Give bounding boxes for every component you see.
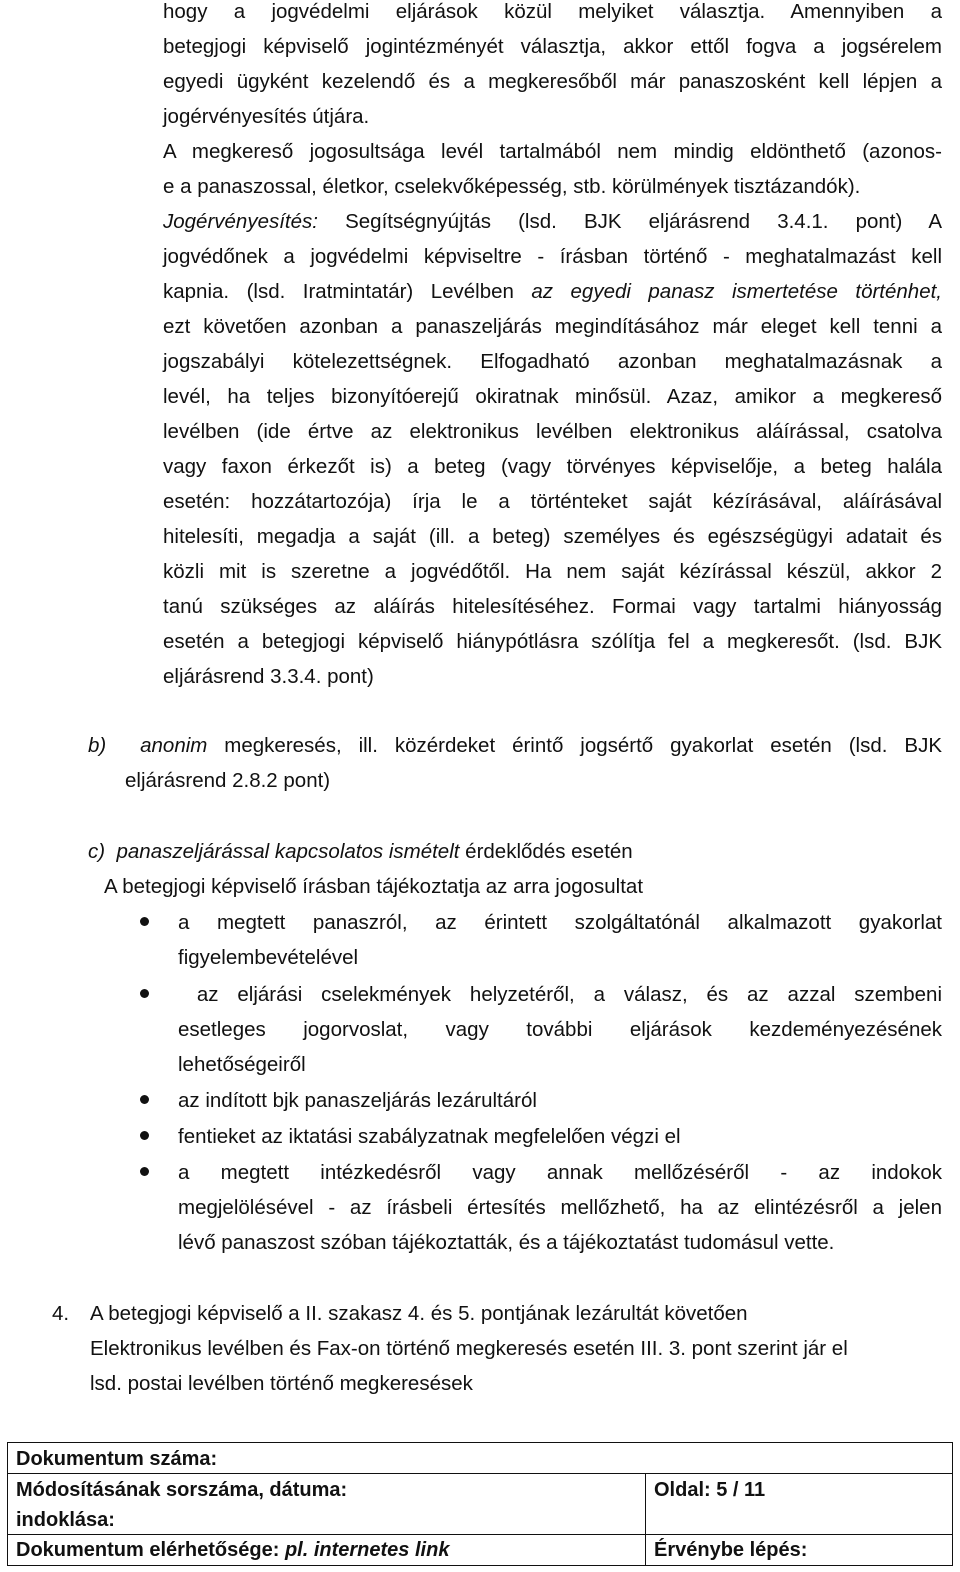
text-line: eljárásrend 2.8.2 pont) <box>125 769 331 792</box>
text-span: megkeresés, ill. közérdeket érintő jogsértő gyakorlat esetén (lsd. BJK <box>207 734 942 757</box>
text-line: esetén: hozzátartozója) írja le a történteket saját kézírásával, aláírásával <box>163 490 942 513</box>
paragraph-intro <box>163 0 942 134</box>
text-line: egyedi ügyként kezelendő és a megkeresőből már panaszosként kell lépjen a <box>163 70 942 93</box>
text-line: A megkereső jogosultsága levél tartalmából nem mindig eldönthető (azonos- <box>163 140 942 163</box>
text-line: közli mit is szeretne a jogvédőtől. Ha nem saját kézírással készül, akkor 2 <box>163 560 942 583</box>
bullet-icon <box>140 989 149 998</box>
italic-term: anonim <box>140 734 208 757</box>
text-line: hogy a jogvédelmi eljárások közül melyiket választja. Amennyiben a <box>163 0 942 23</box>
availability-label <box>16 1535 449 1565</box>
document-footer-table <box>7 1442 953 1566</box>
text-line: az eljárási cselekmények helyzetéről, a válasz, és az azzal szembeni <box>178 983 942 1006</box>
section-number: 4. <box>52 1302 70 1325</box>
bullet-text <box>178 1083 942 1118</box>
italic-phrase: az egyedi panasz ismertetése történhet, <box>531 280 942 303</box>
text-line: az indított bjk panaszeljárás lezárultáról <box>178 1089 537 1112</box>
text-line: a megtett panaszról, az érintett szolgáltatónál alkalmazott gyakorlat <box>178 911 942 934</box>
list-item-b <box>88 728 942 798</box>
text-line: e a panaszossal, életkor, cselekvőképesség, stb. körülmények tisztázandók). <box>163 175 861 198</box>
text-span: Dokumentum elérhetősége: <box>16 1539 285 1561</box>
text-line: vagy faxon érkezőt is) a beteg (vagy törvényes képviselője, a beteg halála <box>163 455 942 478</box>
text-span: érdeklődés esetén <box>459 840 633 863</box>
italic-term: Jogérvényesítés: <box>163 210 318 233</box>
text-line: jogérvényesítés útjára. <box>163 105 370 128</box>
availability-value: pl. internetes link <box>284 1539 450 1561</box>
text-line: lévő panaszost szóban tájékoztatták, és a tájékoztatást tudomásul vette. <box>178 1231 835 1254</box>
text-line: esetén a betegjogi képviselő hiánypótlásra szólítja fel a megkeresőt. (lsd. BJK <box>163 630 942 653</box>
text-line: levélben (ide értve az elektronikus levélben elektronikus aláírással, csatolva <box>163 420 942 443</box>
text-line: figyelembevételével <box>178 946 359 969</box>
text-span: kapnia. (lsd. Iratmintatár) Levélben <box>163 280 532 303</box>
bullet-icon <box>140 1131 149 1140</box>
text-line: betegjogi képviselő jogintézményét választja, akkor ettől fogva a jogsérelem <box>163 35 942 58</box>
text-line: lsd. postai levélben történő megkeresések <box>90 1372 473 1395</box>
item-marker: c) <box>88 840 106 863</box>
bullet-text <box>178 977 942 1082</box>
text-line: megjelölésével - az írásbeli értesítés mellőzhető, ha az elintézésről a jelen <box>178 1196 942 1219</box>
text-line <box>163 274 942 309</box>
effective-date-label: Érvénybe lépés: <box>654 1539 808 1561</box>
page-number: Oldal: 5 / 11 <box>654 1479 766 1501</box>
modification-label: Módosításának sorszáma, dátuma: <box>16 1479 348 1501</box>
text-line: ezt követően azonban a panaszeljárás megindításához már eleget kell tenni a <box>163 315 942 338</box>
item-marker: b) <box>88 734 107 757</box>
reason-label: indoklása: <box>16 1509 115 1531</box>
text-line <box>88 728 942 763</box>
bullet-icon <box>140 917 149 926</box>
text-line: lehetőségeiről <box>178 1053 306 1076</box>
text-line: eljárásrend 3.3.4. pont) <box>163 665 374 688</box>
text-line: fentieket az iktatási szabályzatnak megfelelően végzi el <box>178 1125 681 1148</box>
text-line: A betegjogi képviselő a II. szakasz 4. és 5. pontjának lezárultát követően <box>90 1302 748 1325</box>
bullet-icon <box>140 1095 149 1104</box>
text-line: tanú szükséges az aláírás hitelesítéséhez. Formai vagy tartalmi hiányosság <box>163 595 942 618</box>
paragraph-eligibility <box>163 134 942 204</box>
footer-row <box>8 1474 952 1535</box>
text-line: a megtett intézkedésről vagy annak mellőzéséről - az indokok <box>178 1161 942 1184</box>
text-line: Elektronikus levélben és Fax-on történő megkeresés esetén III. 3. pont szerint jár el <box>90 1337 848 1360</box>
footer-row <box>8 1443 952 1474</box>
column-divider <box>645 1474 646 1566</box>
text-line <box>163 204 942 239</box>
italic-phrase: panaszeljárással kapcsolatos ismételt <box>116 840 460 863</box>
list-item-c-intro: A betegjogi képviselő írásban tájékoztatja az arra jogosultat <box>104 875 644 898</box>
footer-row <box>8 1535 952 1566</box>
text-line: esetleges jogorvoslat, vagy további eljárások kezdeményezésének <box>178 1018 942 1041</box>
paragraph-enforcement <box>163 204 942 694</box>
bullet-text <box>178 1155 942 1260</box>
text-span: Segítségnyújtás (lsd. BJK eljárásrend 3.4.1. pont) A <box>317 210 942 233</box>
text-line: levél, ha teljes bizonyítóerejű okiratnak minősül. Azaz, amikor a megkereső <box>163 385 942 408</box>
doc-number-label: Dokumentum száma: <box>16 1448 218 1470</box>
text-line: jogvédőnek a jogvédelmi képviseltre - írásban történő - meghatalmazást kell <box>163 245 942 268</box>
text-line: hitelesíti, megadja a saját (ill. a beteg) személyes és egészségügyi adatait és <box>163 525 942 548</box>
bullet-text <box>178 905 942 975</box>
bullet-text <box>178 1119 942 1154</box>
text-line: jogszabályi kötelezettségnek. Elfogadható azonban meghatalmazásnak a <box>163 350 942 373</box>
bullet-icon <box>140 1167 149 1176</box>
list-item-c <box>88 834 942 869</box>
section-4-text <box>90 1296 942 1401</box>
